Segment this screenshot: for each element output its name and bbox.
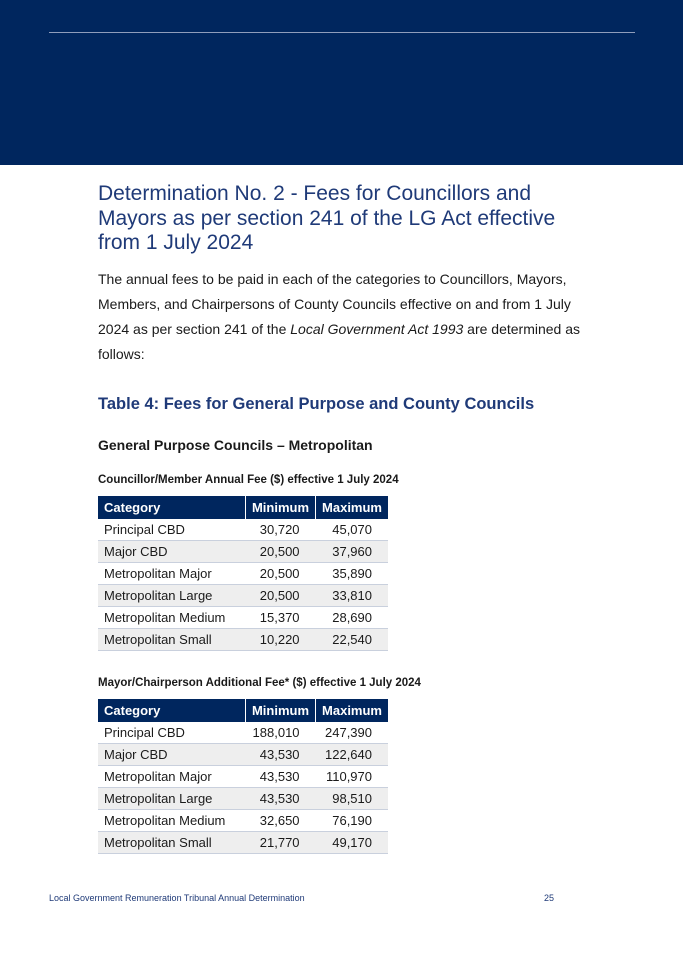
banner-divider xyxy=(49,32,635,33)
minimum-cell: 43,530 xyxy=(245,765,315,787)
mayor-fee-table xyxy=(98,699,388,854)
table-row xyxy=(98,722,388,744)
maximum-cell: 49,170 xyxy=(316,831,388,853)
column-header-minimum: Minimum xyxy=(245,699,315,722)
minimum-cell: 20,500 xyxy=(245,540,315,562)
maximum-cell: 76,190 xyxy=(316,809,388,831)
column-header-maximum: Maximum xyxy=(316,496,388,519)
table-row xyxy=(98,606,388,628)
table-row xyxy=(98,743,388,765)
maximum-cell: 22,540 xyxy=(316,628,388,650)
column-header-category: Category xyxy=(98,496,245,519)
minimum-cell: 20,500 xyxy=(245,584,315,606)
category-cell: Metropolitan Major xyxy=(98,765,245,787)
table-row xyxy=(98,584,388,606)
footer-text: Local Government Remuneration Tribunal Annual Determination xyxy=(49,893,305,903)
category-cell: Metropolitan Large xyxy=(98,584,245,606)
category-cell: Metropolitan Medium xyxy=(98,606,245,628)
maximum-cell: 45,070 xyxy=(316,519,388,541)
table-row xyxy=(98,519,388,541)
table-row xyxy=(98,628,388,650)
table-row xyxy=(98,765,388,787)
table-row xyxy=(98,831,388,853)
mayor-fee-caption: Mayor/Chairperson Additional Fee* ($) effective 1 July 2024 xyxy=(98,676,421,689)
maximum-cell: 98,510 xyxy=(316,787,388,809)
category-cell: Metropolitan Small xyxy=(98,628,245,650)
maximum-cell: 122,640 xyxy=(316,743,388,765)
table-row xyxy=(98,540,388,562)
category-cell: Major CBD xyxy=(98,743,245,765)
minimum-cell: 10,220 xyxy=(245,628,315,650)
table-row xyxy=(98,809,388,831)
minimum-cell: 30,720 xyxy=(245,519,315,541)
category-cell: Metropolitan Major xyxy=(98,562,245,584)
maximum-cell: 35,890 xyxy=(316,562,388,584)
category-cell: Metropolitan Small xyxy=(98,831,245,853)
minimum-cell: 43,530 xyxy=(245,743,315,765)
table-row xyxy=(98,787,388,809)
councillor-fee-table xyxy=(98,496,388,651)
category-cell: Principal CBD xyxy=(98,722,245,744)
maximum-cell: 37,960 xyxy=(316,540,388,562)
table-row xyxy=(98,562,388,584)
page-title: Determination No. 2 - Fees for Councillors and Mayors as per section 241 of the LG Act effective from 1 July 2024 xyxy=(98,182,556,254)
intro-text-end: are determined as follows: xyxy=(98,320,581,362)
category-cell: Metropolitan Large xyxy=(98,787,245,809)
category-cell: Major CBD xyxy=(98,540,245,562)
minimum-cell: 32,650 xyxy=(245,809,315,831)
minimum-cell: 43,530 xyxy=(245,787,315,809)
minimum-cell: 20,500 xyxy=(245,562,315,584)
column-header-minimum: Minimum xyxy=(245,496,315,519)
maximum-cell: 110,970 xyxy=(316,765,388,787)
main-content xyxy=(98,182,598,854)
councillor-fee-caption: Councillor/Member Annual Fee ($) effective 1 July 2024 xyxy=(98,473,399,486)
act-name: Local Government Act 1993 xyxy=(290,320,464,337)
category-cell: Principal CBD xyxy=(98,519,245,541)
category-cell: Metropolitan Medium xyxy=(98,809,245,831)
section-heading: General Purpose Councils – Metropolitan xyxy=(98,436,373,453)
minimum-cell: 15,370 xyxy=(245,606,315,628)
minimum-cell: 21,770 xyxy=(245,831,315,853)
intro-paragraph xyxy=(98,267,598,367)
header-banner xyxy=(0,0,683,165)
intro-text-start: The annual fees to be paid in each of the categories to Councillors, Mayors, Members, and Chairpersons of County Councils effective on and from 1 July 2024 as per section 241 of the xyxy=(98,270,571,337)
minimum-cell: 188,010 xyxy=(245,722,315,744)
table-header-row xyxy=(98,496,388,519)
table-header-row xyxy=(98,699,388,722)
column-header-category: Category xyxy=(98,699,245,722)
table-heading: Table 4: Fees for General Purpose and County Councils xyxy=(98,394,535,413)
maximum-cell: 33,810 xyxy=(316,584,388,606)
maximum-cell: 247,390 xyxy=(316,722,388,744)
page-number: 25 xyxy=(544,893,555,903)
column-header-maximum: Maximum xyxy=(316,699,388,722)
maximum-cell: 28,690 xyxy=(316,606,388,628)
